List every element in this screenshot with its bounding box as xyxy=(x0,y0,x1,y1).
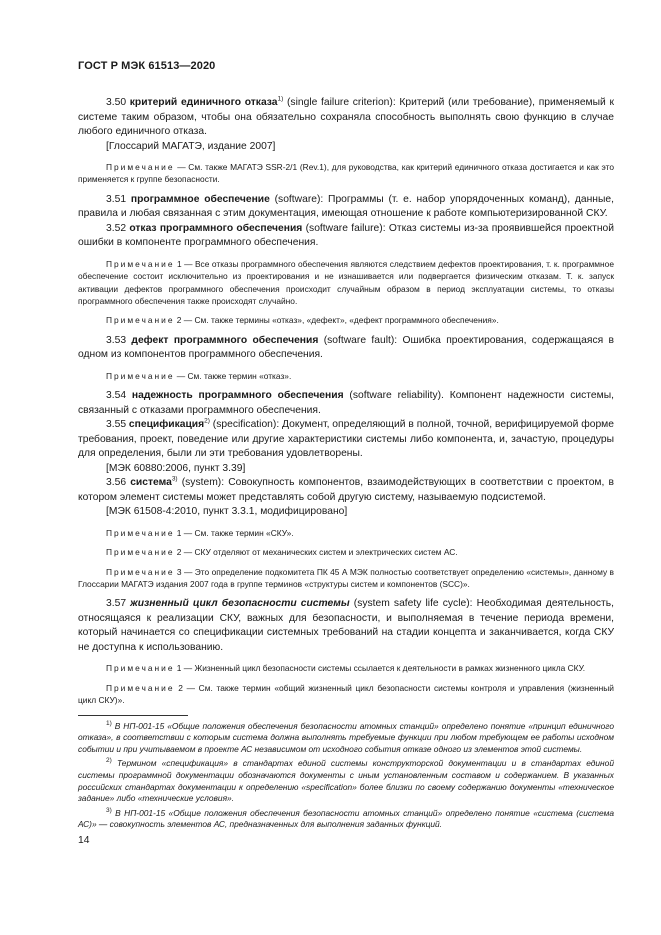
note-3-57-1: Примечание 1 — Жизненный цикл безопасности системы ссылается к деятельности в рамках жизненного цикла СКУ. xyxy=(106,663,586,674)
term-system-safety-life-cycle: жизненный цикл безопасности системы xyxy=(130,598,350,610)
note-3-53: Примечание — См. также термин «отказ». xyxy=(106,370,292,381)
term-software-reliability: надежность программного обеспечения xyxy=(131,390,344,402)
entry-3-55: 3.55 спецификация$^{2)}$ (specification): Документ, определяющий в полной, точной, верифицируемой форме требования, проект, поведение или другие характеристики системы либо компонента, и, зачастую, процедуры для определения, были ли эти требования удовлетворены. xyxy=(78,417,614,460)
term-software: программное обеспечение xyxy=(130,193,270,205)
note-3-57-2: Примечание 2 — См. также термин «общий жизненный цикл безопасности системы контроля и управления (жизненный цикл СКУ)». xyxy=(78,682,614,706)
source-3-56: [МЭК 61508-4:2010, пункт 3.3.1, модифицировано] xyxy=(106,506,348,518)
page-number: 14 xyxy=(78,834,90,846)
entry-3-54: 3.54 надежность программного обеспечения (software reliability). Компонент надежности системы, связанный с отказами программного обеспечения. xyxy=(78,390,614,416)
note-3-52-2: Примечание 2 — См. также термины «отказ», «дефект», «дефект программного обеспечения». xyxy=(106,315,499,326)
note-3-52-1: Примечание 1 — Все отказы программного обеспечения являются следствием дефектов проектирования, т. к. программное обеспечение состоит исключительно из проектирования и не изнашивается или подвергается физическим отказам. Т. к. запуск активации дефектов программного обеспечения происходит случайным образом в период эксплуатации системы, то отказы программного обеспечения также происходят случайно. xyxy=(78,258,614,307)
note-3-50: Примечание — См. также МАГАТЭ SSR-2/1 (Rev.1), для руководства, как критерий единичного отказа достигается и как это применяется к группе безопасности. xyxy=(78,162,614,185)
entry-3-57: 3.57 жизненный цикл безопасности системы (system safety life cycle): Необходимая деятельность, относящаяся к реализации СКУ, важных для безопасности, и выполняемая в течение периода времени, который начинается со спецификации системных требований на стадии концепта и заканчивается, когда СКУ не доступна к использованию. xyxy=(78,598,614,653)
footnote-1: $^{1)}$ В НП-001-15 «Общие положения обеспечения безопасности атомных станций» определено понятие «принцип единичного отказа», в соответствии с которым система должна выполнять требуемые функции при любом требующем ее работы исходном событии и при учитываемом в проекте АС независимом от исходного события отказе одного из элементов этой системы. xyxy=(78,719,614,754)
entry-3-51: 3.51 программное обеспечение (software): Программы (т. е. набор упорядоченных команд), данные, правила и любая связанная с этим документация, имеющая отношение к работе компьютеризированной СКУ. xyxy=(78,193,614,220)
term-software-failure: отказ программного обеспечения xyxy=(129,222,303,234)
entry-3-56: 3.56 система$^{3)}$ (system): Совокупность компонентов, взаимодействующих в соответствии с проектом, в котором элемент системы может представлять собой другую систему, называемую подсистемой. xyxy=(78,475,614,503)
footnote-ref-1: 1) xyxy=(277,95,284,103)
source-3-55: [МЭК 60880:2006, пункт 3.39] xyxy=(106,462,246,474)
document-header: ГОСТ Р МЭК 61513—2020 xyxy=(78,60,216,72)
term-single-failure-criterion: критерий единичного отказа xyxy=(129,97,278,108)
note-3-56-1: Примечание 1 — См. также термин «СКУ». xyxy=(106,527,294,538)
source-3-50: [Глоссарий МАГАТЭ, издание 2007] xyxy=(106,140,276,152)
footnote-ref-2: 2) xyxy=(204,417,210,425)
document-page xyxy=(78,60,614,846)
note-3-56-2: Примечание 2 — СКУ отделяют от механических систем и электрических систем АС. xyxy=(106,547,458,558)
term-software-fault: дефект программного обеспечения xyxy=(131,334,319,346)
entry-3-53: 3.53 дефект программного обеспечения (software fault): Ошибка проектирования, содержащаяся в одном из компонентов программного обеспечения. xyxy=(78,334,614,361)
note-3-56-3: Примечание 3 — Это определение подкомитета ПК 45 А МЭК полностью соответствует определению «системы», данному в Глоссарии МАГАТЭ издания 2007 года в группе терминов «структуры систем и компонентов (SCC)». xyxy=(78,566,614,589)
footnote-2: $^{2)}$ Термином «спецификация» в стандартах единой системы конструкторской документации и в стандартах единой системы программной документации обозначаются документы с иным установленным составом и содержанием. В указанных российских стандартах документации к определению «specification» более близки по своему содержанию документы «техническое задание» либо «технические условия». xyxy=(78,757,614,804)
footnote-divider xyxy=(78,715,188,716)
footnote-3: $^{3)}$ В НП-001-15 «Общие положения обеспечения безопасности атомных станций» определено понятие «система (система АС)» — совокупность элементов АС, предназначенных для выполнения заданных функций. xyxy=(78,806,614,830)
term-system: система xyxy=(130,477,172,489)
entry-3-52: 3.52 отказ программного обеспечения (software failure): Отказ системы из-за проявившейся проектной ошибки в компоненте программного обеспечения. xyxy=(78,222,614,249)
entry-3-50: 3.50 критерий единичного отказа$^{1)}$ (single failure criterion): Критерий (или требование), применяемый к системе таким образом, чтобы она обязательно сохраняла способность выполнять свою функцию в случае любого единичного отказа. xyxy=(78,95,614,137)
term-specification: спецификация xyxy=(128,419,205,431)
footnote-ref-3: 3) xyxy=(171,475,178,483)
